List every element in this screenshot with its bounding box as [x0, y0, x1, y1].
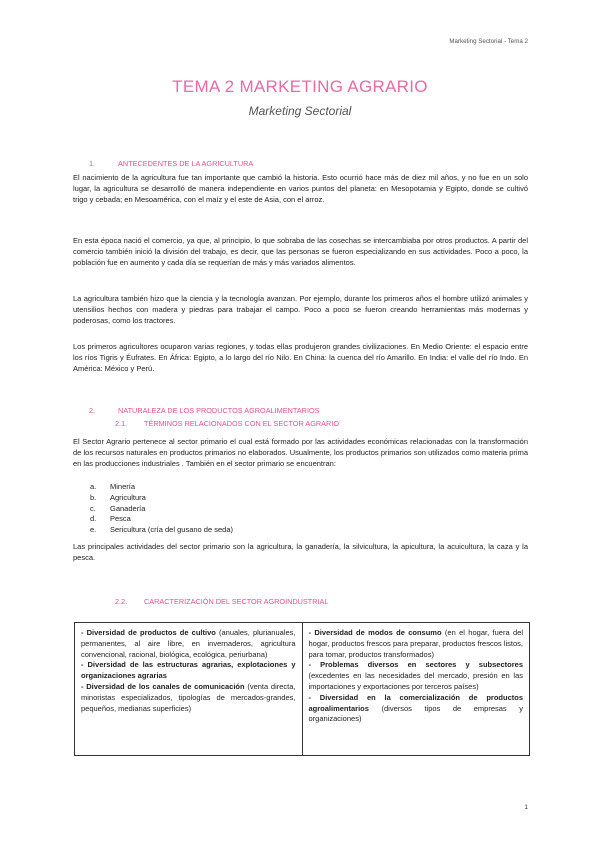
section-2-2-heading — [115, 597, 328, 606]
list-item: c. Ganadería — [90, 503, 146, 513]
section-2-number: 2. — [89, 406, 96, 415]
table-column-left — [75, 623, 303, 755]
paragraph: Las principales actividades del sector primario son la agricultura, la ganadería, la silvicultura, la apicultura, la acuicultura, la caza y la pesca. — [73, 542, 528, 562]
page-number: 1 — [524, 804, 528, 811]
paragraph: El nacimiento de la agricultura fue tan importante que cambió la historia. Esto ocurrió hace más de diez mil años, y no fue en un solo lugar, la agricultura se desarrolló de manera independiente en varios puntos del planeta: en Mesopotamia y Egipto, donde se cultivó trigo y cebada; en Mesoamérica, con el maíz y el este de Asia, con el arroz. — [73, 173, 528, 204]
table-item: - Diversidad en la comercialización de productos agroalimentarios (diversos tipos de empresas y organizaciones) — [308, 692, 523, 724]
table-item: - Diversidad de productos de cultivo (anuales, plurianuales, permanentes, al aire libre, en invernaderos, agricultura convencional, racional, biológica, ecológica, periurbana) — [81, 628, 296, 659]
section-2-heading — [89, 406, 320, 415]
section-2-title: NATURALEZA DE LOS PRODUCTOS AGROALIMENTARIOS — [118, 406, 320, 415]
section-1-number: 1. — [89, 159, 96, 168]
section-2-2-title: CARACTERIZACIÓN DEL SECTOR AGROINDUSTRIAL — [144, 597, 329, 606]
paragraph: El Sector Agrario pertenece al sector primario el cual está formado por las actividades económicas relacionadas con la transformación de los recursos naturales en productos primarios no elaborados. Usualmente, los productos primarios son utilizados como materia prima en las producciones industriales . También en el sector primario se encuentran: — [73, 437, 528, 468]
paragraph: En esta época nació el comercio, ya que, al principio, lo que sobraba de las cosechas se intercambiaba por otros productos. A partir del comercio también inició la división del trabajo, es decir, que las personas se fueron especializando en sus actividades. Poco a poco, la población fue en aumento y cada día se requerían de más y más variados alimentos. — [73, 236, 528, 267]
table-item: - Diversidad de las estructuras agrarias, explotaciones y organizaciones agrarias — [81, 660, 296, 681]
list-item: b. Agricultura — [90, 492, 146, 502]
list-item: e. Sericultura (cría del gusano de seda) — [90, 525, 233, 535]
page-title: TEMA 2 MARKETING AGRARIO — [172, 77, 428, 96]
section-2-1-title: TÉRMINOS RELACIONADOS CON EL SECTOR AGRARIO — [144, 419, 340, 428]
table-item: - Diversidad de los canales de comunicación (venta directa, minoristas especializados, tipologías de mercados-grandes, pequeños, medianas superficies) — [81, 681, 296, 713]
paragraph: Los primeros agricultores ocuparon varias regiones, y todas ellas produjeron grandes civilizaciones. En Medio Oriente: el espacio entre los ríos Tigris y Éufrates. En África: Egipto, a lo largo del río Nilo. En China: la cuenca del río Amarillo. En India: el valle del río Indo. En América: México y Perú. — [73, 342, 528, 373]
section-2-1-heading — [115, 419, 339, 428]
section-1-heading — [89, 159, 253, 168]
running-header: Marketing Sectorial - Tema 2 — [449, 38, 528, 45]
list-item: a. Minería — [90, 482, 136, 491]
paragraph: La agricultura también hizo que la ciencia y la tecnología avanzan. Por ejemplo, durante los primeros años el hombre utilizó animales y utensilios hechos con madera y piedras para trabajar el campo. Poco a poco se fueron creando herramientas más modernas y poderosas, como los tractores. — [73, 294, 528, 325]
list-item: d. Pesca — [90, 514, 131, 524]
page-subtitle: Marketing Sectorial — [248, 104, 352, 118]
table-item: - Diversidad de modos de consumo (en el hogar, fuera del hogar, productos frescos para preparar, productos frescos listos, para tomar, productos transformados) — [308, 628, 523, 659]
table-column-right — [303, 623, 530, 755]
section-2-1-number: 2.1. — [115, 419, 128, 428]
sector-list — [90, 482, 233, 536]
section-1-title: ANTECEDENTES DE LA AGRICULTURA — [118, 159, 254, 168]
section-2-2-number: 2.2. — [115, 597, 128, 606]
table-item: - Problemas diversos en sectores y subsectores (excedentes en las necesidades del mercado, presión en las importaciones y exportaciones por terceros países) — [308, 660, 523, 691]
characterization-table — [74, 622, 530, 756]
